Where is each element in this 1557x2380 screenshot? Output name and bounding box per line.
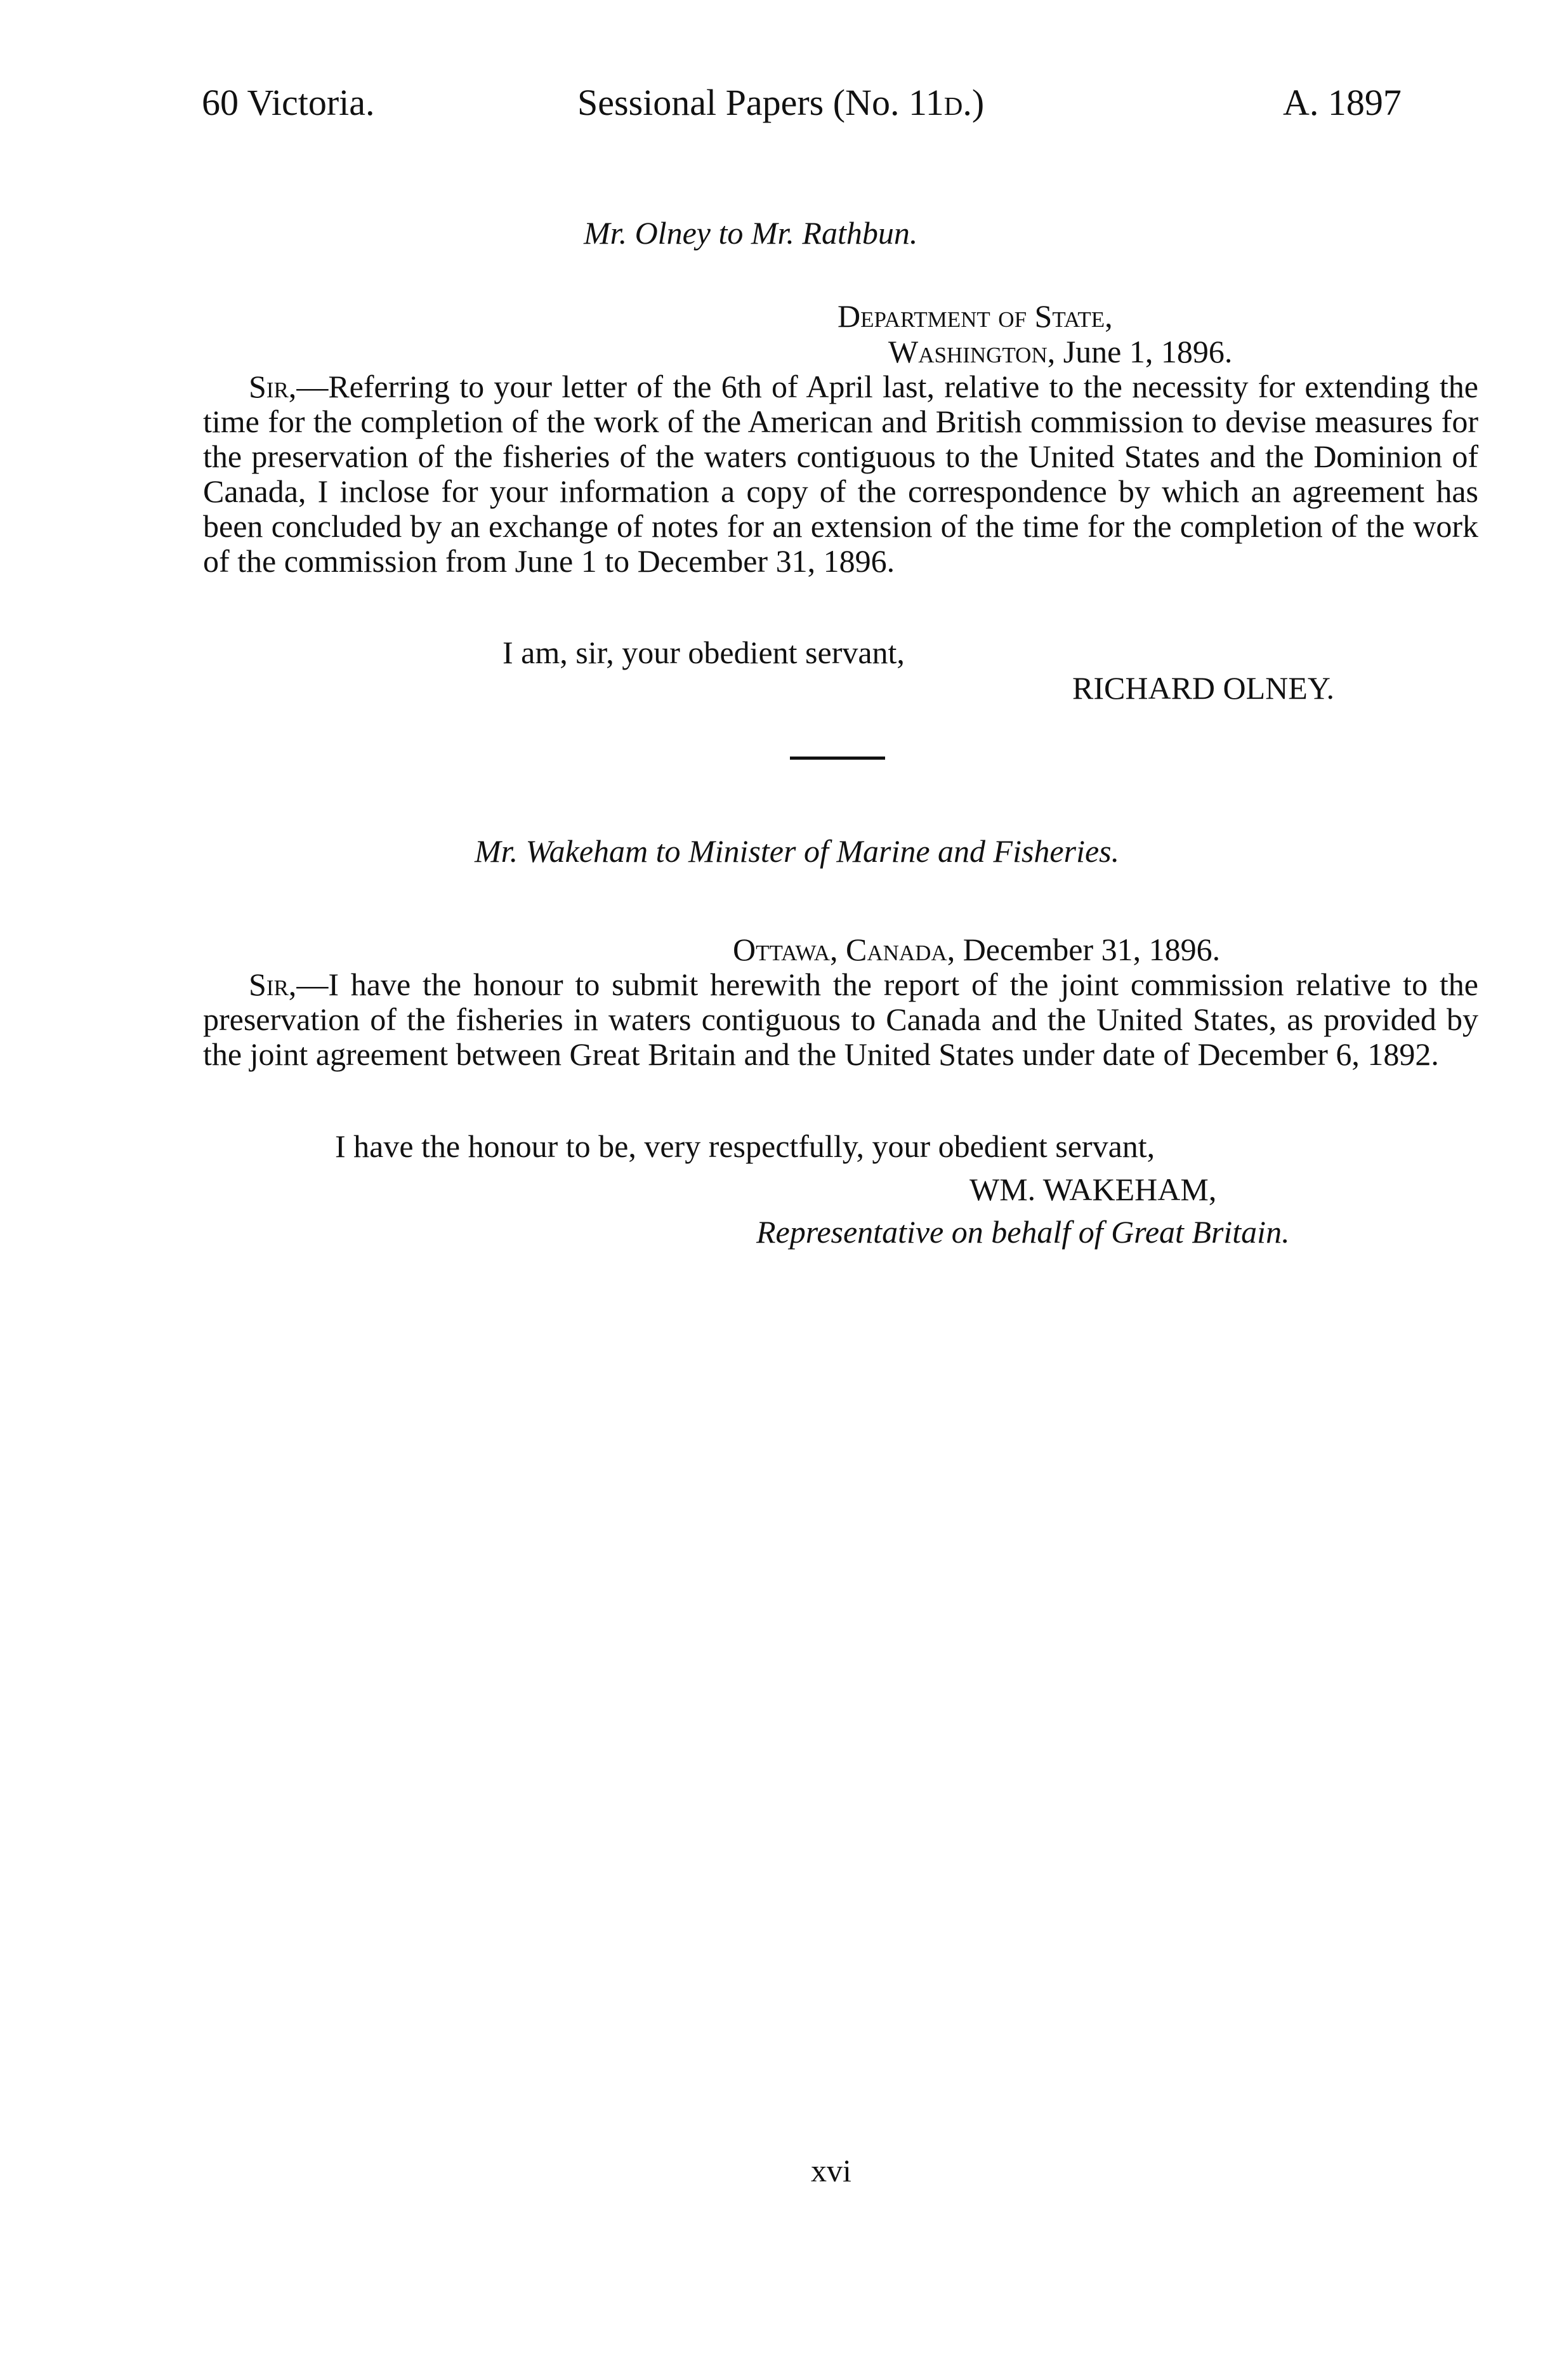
- letter2-salutation: Sir,: [249, 967, 297, 1002]
- letter2-signature: WM. WAKEHAM,: [969, 1172, 1217, 1207]
- letter1-date: June 1, 1896.: [1055, 334, 1233, 369]
- letter1-closing: I am, sir, your obedient servant,: [503, 635, 905, 670]
- letter2-place-line: [733, 932, 1220, 967]
- letter1-signature: RICHARD OLNEY.: [1072, 670, 1334, 706]
- letter1-place-city: Washington,: [888, 334, 1056, 369]
- letter2-closing: I have the honour to be, very respectfully, your obedient servant,: [335, 1128, 1155, 1164]
- header-center-prefix: Sessional Papers (No. 11: [577, 82, 944, 123]
- letter1-title: Mr. Olney to Mr. Rathbun.: [584, 215, 918, 251]
- header-right: A. 1897: [1283, 82, 1402, 123]
- page-number: xvi: [811, 2153, 851, 2188]
- letter2-signature-title: Representative on behalf of Great Britain.: [756, 1214, 1290, 1250]
- letter1-body-paragraph: [203, 369, 1478, 579]
- letter2-title: Mr. Wakeham to Minister of Marine and Fisheries.: [475, 833, 1120, 869]
- header-left: 60 Victoria.: [202, 82, 375, 123]
- letter2-place-city: Ottawa, Canada,: [733, 932, 956, 967]
- header-center: [577, 81, 984, 124]
- section-divider: [790, 757, 885, 760]
- letter2-body: —I have the honour to submit herewith the report of the joint commission relative to the preservation of the fisheries in waters contiguous to Canada and the United States, as provided by the joint agreement between Great Britain and the United States under date of December 6, 1892.: [203, 967, 1478, 1072]
- header-center-close: .): [962, 82, 985, 123]
- letter2-body-paragraph: [203, 967, 1478, 1072]
- header-center-suffix: d: [943, 82, 963, 123]
- letter1-salutation: Sir,: [249, 369, 297, 404]
- letter1-place-line2: [888, 334, 1232, 369]
- letter2-date: December 31, 1896.: [955, 932, 1221, 967]
- letter1-place-line1: Department of State,: [838, 298, 1113, 334]
- letter1-body: —Referring to your letter of the 6th of April last, relative to the necessity for extending the time for the completion of the work of the American and British commission to devise measures for the preservation of the fisheries of the waters contiguous to the United States and the Dominion of Canada, I inclose for your information a copy of the correspondence by which an agreement has been concluded by an exchange of notes for an extension of the time for the completion of the work of the commission from June 1 to December 31, 1896.: [203, 369, 1478, 579]
